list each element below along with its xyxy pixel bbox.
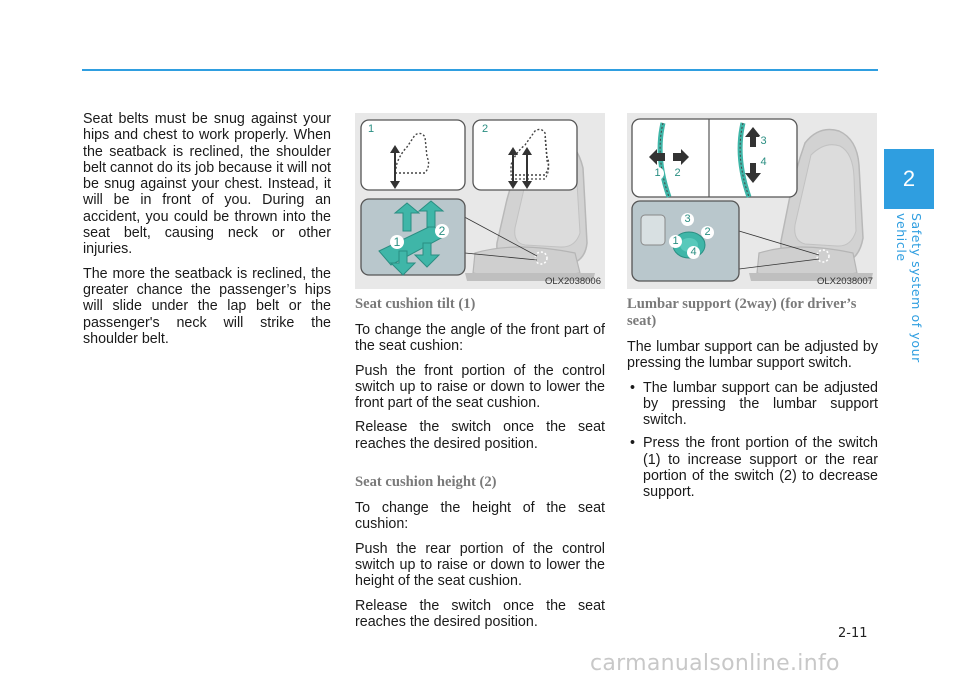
section-heading-cushion-height: Seat cushion height (2) <box>355 474 497 491</box>
callout-number: 1 <box>651 167 664 180</box>
callout-number: 2 <box>435 224 449 238</box>
column-left <box>83 111 331 355</box>
header-rule <box>82 69 878 71</box>
list-item: • The lumbar support can be adjusted by pressing the lumbar support switch. <box>627 380 878 429</box>
paragraph: To change the height of the seat cushion: <box>355 500 605 533</box>
list-item: • Press the front portion of the switch (1) to increase support or the rear portion of the switch (2) to decrease support. <box>627 435 878 500</box>
callout-number: 4 <box>757 156 770 169</box>
callout-number: 1 <box>669 235 682 248</box>
chapter-title: Safety system of your vehicle <box>894 213 924 363</box>
callout-number: 1 <box>390 235 404 249</box>
paragraph: Release the switch once the seat reaches the desired position. <box>355 419 605 452</box>
callout-number: 2 <box>671 167 684 180</box>
callout-number: 3 <box>681 213 694 226</box>
chapter-side-title <box>887 213 931 413</box>
paragraph: Seat belts must be snug against your hips and chest to work properly. When the seatback is reclined, the shoulder belt cannot do its job because it will not be snug against your chest. Instead, it will be in front of you. During an accident, you could be thrown into the seat belt, causing neck or other injuries. <box>83 111 331 258</box>
watermark: carmanualsonline.info <box>590 651 840 676</box>
paragraph: Release the switch once the seat reaches the desired position. <box>355 597 605 630</box>
chapter-tab <box>884 149 934 209</box>
paragraph: The more the seatback is reclined, the greater chance the passenger’s hips will slide under the lap belt or the passenger's neck will strike the shoulder belt. <box>83 265 331 347</box>
figure-code: OLX2038006 <box>545 276 601 287</box>
callout-number: 2 <box>701 226 714 239</box>
bullet-list <box>627 380 878 501</box>
page-number: 2-11 <box>838 626 868 641</box>
figure-lumbar-switch <box>627 113 877 289</box>
paragraph: Push the front portion of the control switch up to raise or down to lower the front part of the seat cushion. <box>355 362 605 412</box>
callout-number: 3 <box>757 135 770 148</box>
figure-seat-cushion-switch <box>355 113 605 289</box>
figure-code: OLX2038007 <box>817 276 873 287</box>
column-right <box>627 296 878 508</box>
paragraph: Push the rear portion of the control switch up to raise or down to lower the height of the seat cushion. <box>355 540 605 590</box>
seat-illustration-2 <box>627 113 877 289</box>
section-heading-cushion-tilt: Seat cushion tilt (1) <box>355 296 476 312</box>
section-heading-lumbar: Lumbar support (2way) (for driver’s seat) <box>627 296 857 329</box>
callout-number: 4 <box>687 246 700 259</box>
column-middle <box>355 296 605 638</box>
callout-number: 1 <box>368 123 375 135</box>
chapter-number: 2 <box>902 166 916 191</box>
callout-number: 2 <box>482 123 489 135</box>
seat-illustration-1 <box>355 113 605 289</box>
paragraph: The lumbar support can be adjusted by pressing the lumbar support switch. <box>627 339 878 372</box>
paragraph: To change the angle of the front part of the seat cushion: <box>355 322 605 355</box>
